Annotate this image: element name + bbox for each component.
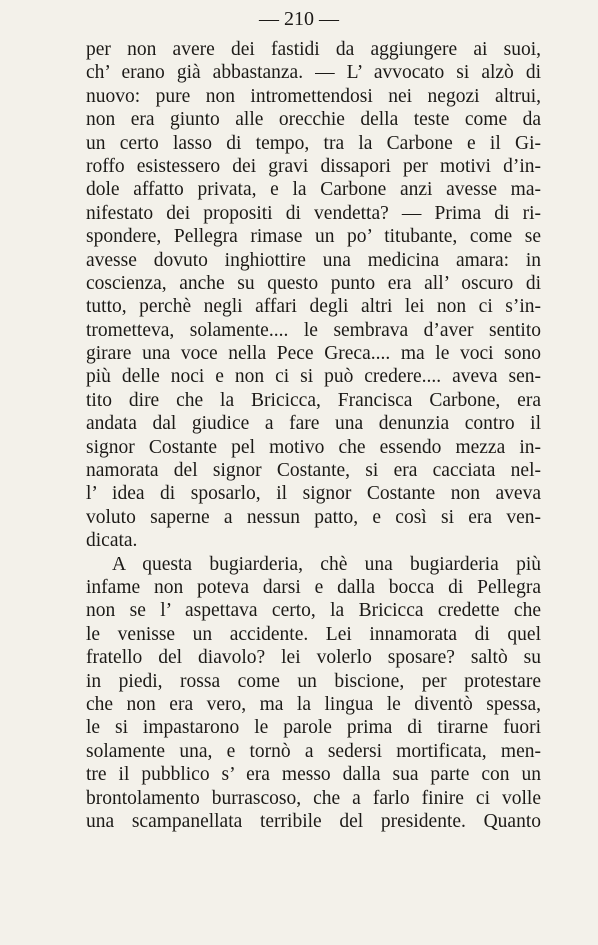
- text-line: solamente una, e tornò a sedersi mortificata, men-: [86, 740, 541, 762]
- text-line: coscienza, anche su questo punto era all’ oscuro di: [86, 272, 541, 294]
- text-line: dicata.: [86, 530, 138, 552]
- text-line: più delle noci e non ci si può credere.... aveva sen-: [86, 366, 541, 388]
- text-line: in piedi, rossa come un biscione, per protestare: [86, 670, 541, 692]
- text-line: girare una voce nella Pece Greca.... ma le voci sono: [86, 343, 541, 365]
- text-line: nifestato dei propositi di vendetta? — Prima di ri-: [86, 202, 541, 224]
- text-line: l’ idea di sposarlo, il signor Costante non aveva: [86, 483, 541, 505]
- text-line: namorata del signor Costante, si era cacciata nel-: [86, 460, 541, 482]
- text-line: infame non poteva darsi e dalla bocca di Pellegra: [86, 576, 541, 598]
- page-number: — 210 —: [259, 8, 339, 30]
- text-line: tito dire che la Bricicca, Francisca Carbone, era: [86, 389, 541, 411]
- text-line: le venisse un accidente. Lei innamorata di quel: [86, 623, 541, 645]
- body-text: [86, 38, 541, 833]
- text-line: tutto, perchè negli affari degli altri lei non ci s’in-: [86, 296, 541, 318]
- text-line: voluto saperne a nessun patto, e così si era ven-: [86, 506, 541, 528]
- text-line: nuovo: pure non intromettendosi nei negozi altrui,: [86, 85, 541, 107]
- text-line: roffo esistessero dei gravi dissapori per motivi d’in-: [86, 155, 541, 177]
- text-line: tre il pubblico s’ era messo dalla sua parte con un: [86, 764, 541, 786]
- text-line: brontolamento burrascoso, che a farlo finire ci volle: [86, 787, 541, 809]
- text-line: spondere, Pellegra rimase un po’ titubante, come se: [86, 226, 541, 248]
- text-line: le si impastarono le parole prima di tirarne fuori: [86, 717, 541, 739]
- text-line: fratello del diavolo? lei volerlo sposare? saltò su: [86, 647, 541, 669]
- text-line: per non avere dei fastidi da aggiungere ai suoi,: [86, 39, 541, 60]
- text-line: andata dal giudice a fare una denunzia contro il: [86, 413, 541, 435]
- text-line: signor Costante pel motivo che essendo mezza in-: [86, 436, 541, 458]
- text-line: non era giunto alle orecchie della teste come da: [86, 109, 541, 131]
- text-line: una scampanellata terribile del presidente. Quanto: [86, 810, 541, 832]
- text-line: che non era vero, ma la lingua le diventò spessa,: [86, 693, 541, 715]
- text-line: trometteva, solamente.... le sembrava d’aver sentito: [86, 319, 541, 341]
- text-line: non se l’ aspettava certo, la Bricicca credette che: [86, 600, 541, 622]
- text-line: dole affatto privata, e la Carbone anzi avesse ma-: [86, 179, 541, 201]
- text-line: ch’ erano già abbastanza. — L’ avvocato si alzò di: [86, 62, 541, 84]
- text-line: avesse dovuto inghiottire una medicina amara: in: [86, 249, 541, 271]
- paragraph-first-line: A questa bugiarderia, chè una bugiarderia più: [112, 553, 541, 575]
- text-line: un certo lasso di tempo, tra la Carbone e il Gi-: [86, 132, 541, 154]
